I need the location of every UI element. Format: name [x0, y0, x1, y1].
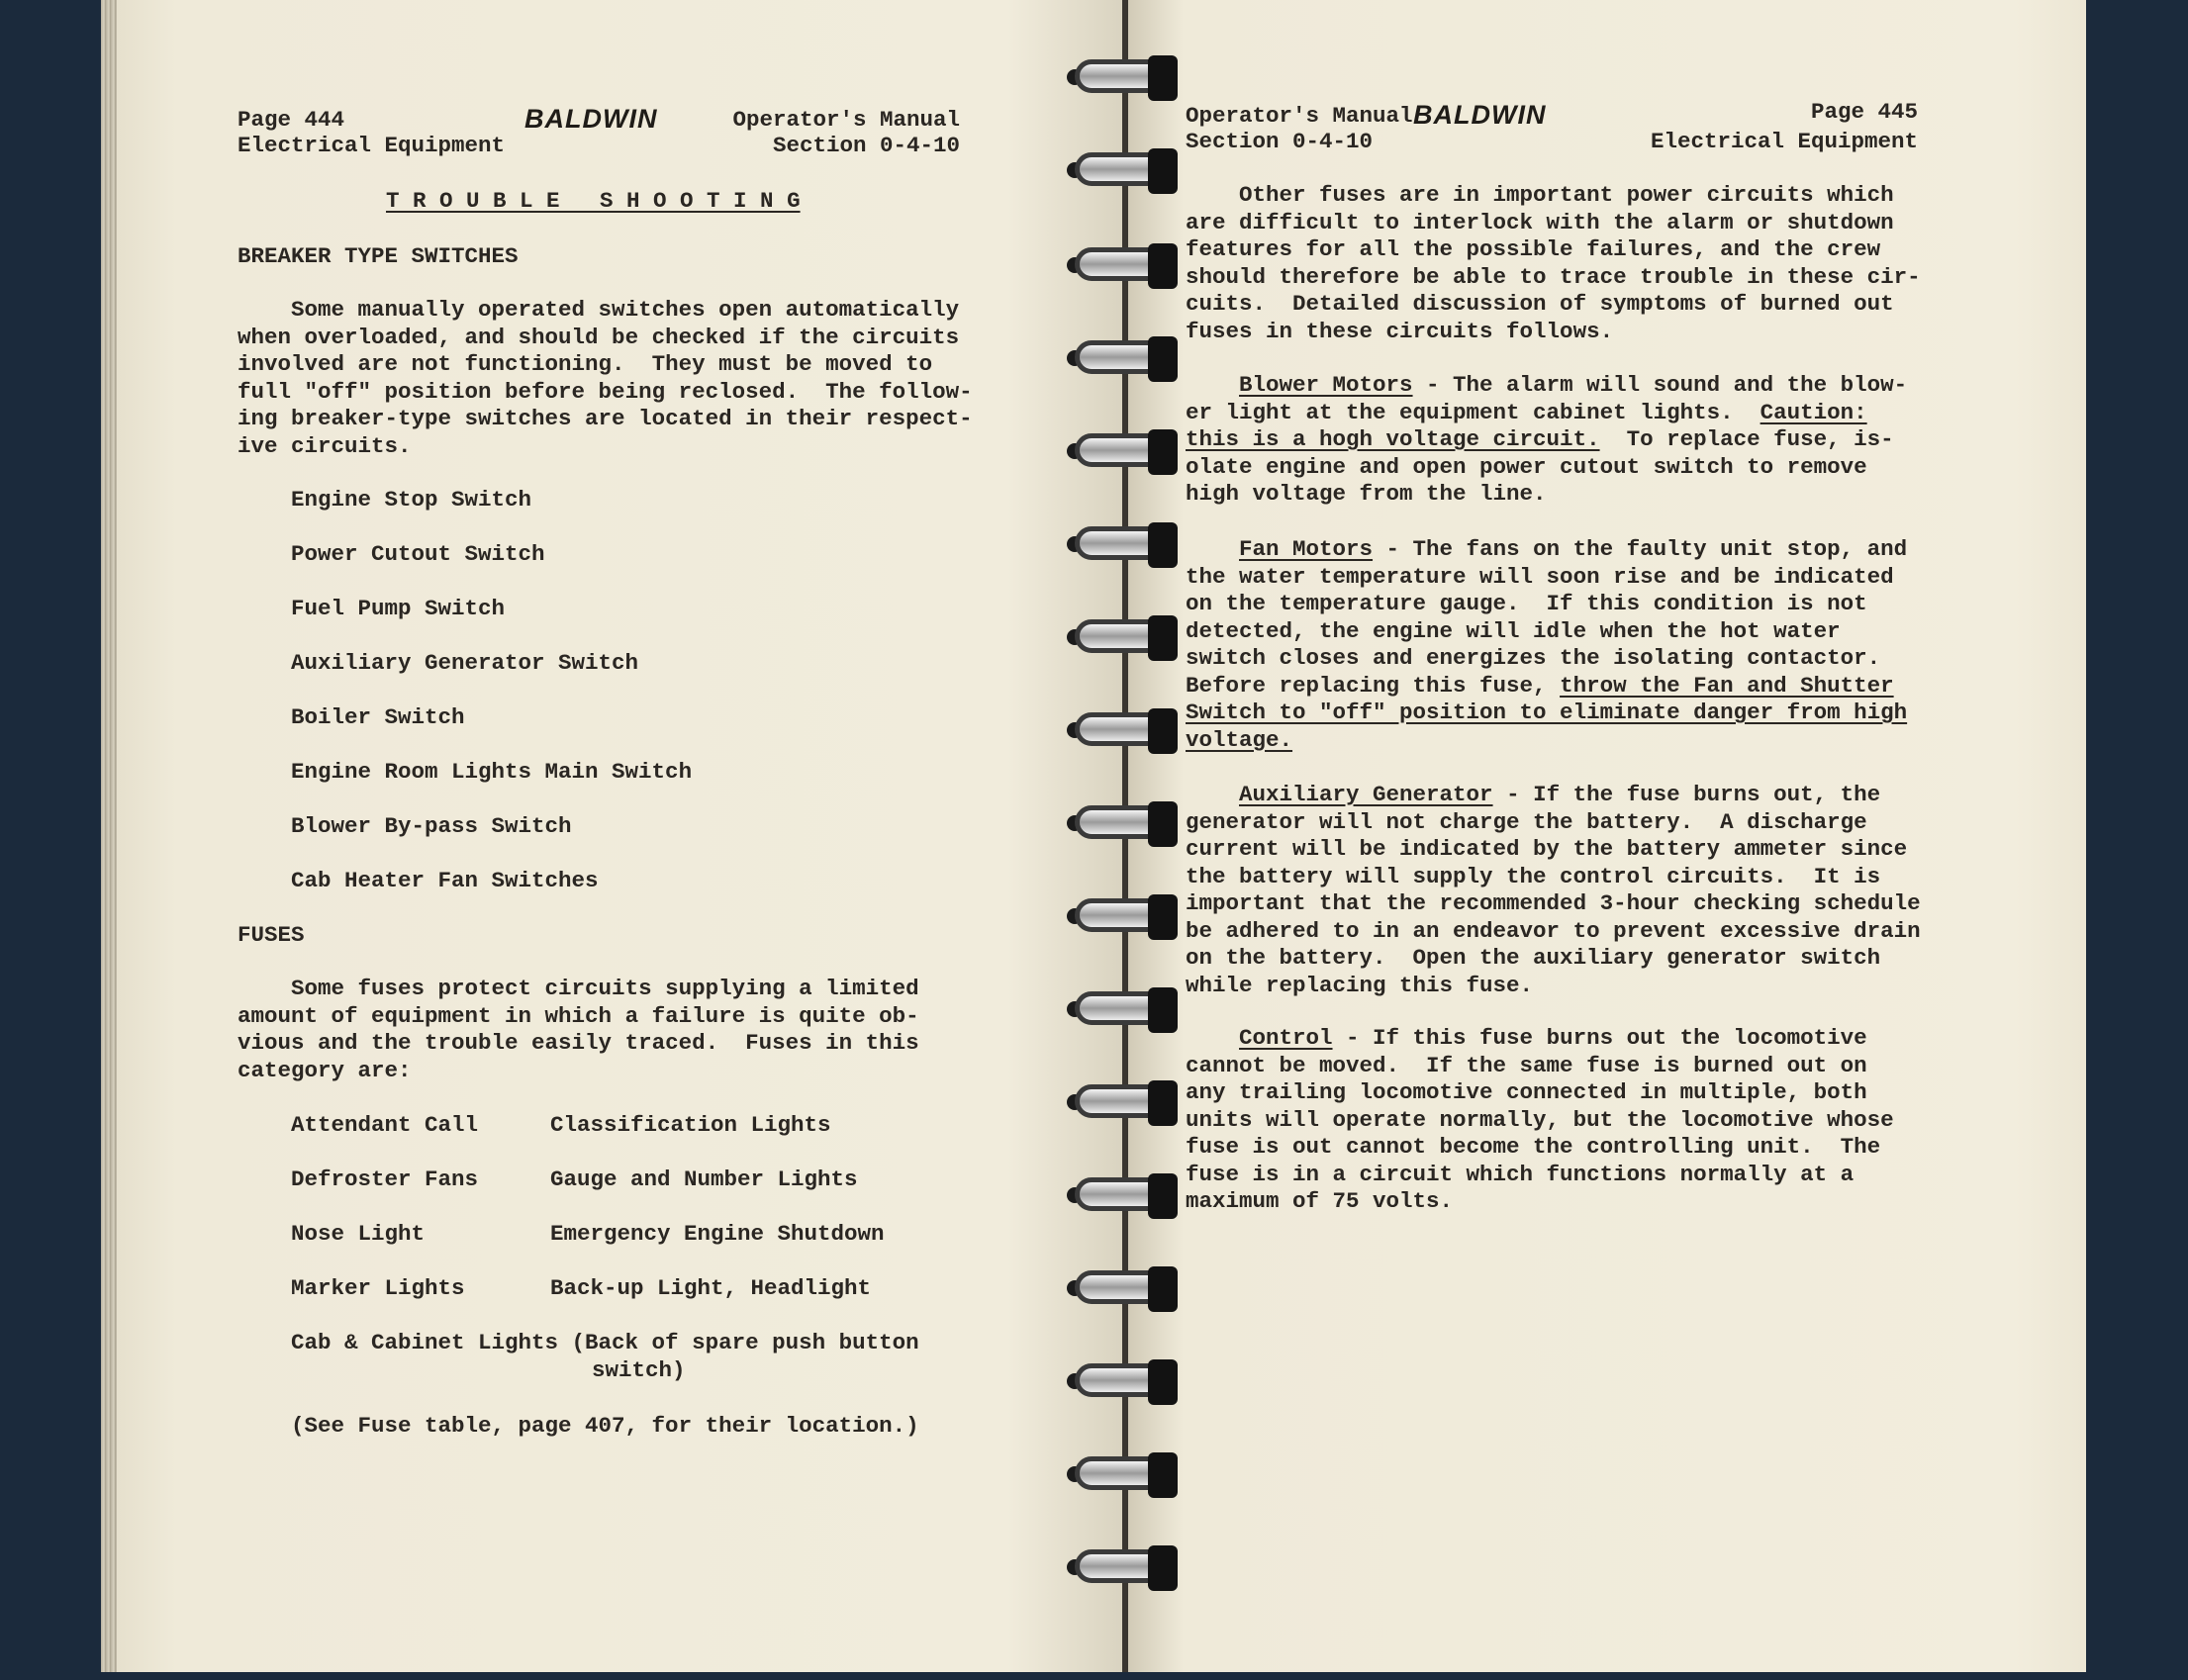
- text-fragment: Before replacing this fuse,: [1186, 672, 1561, 699]
- text-line: while replacing this fuse.: [1186, 972, 1534, 998]
- text-line: features for all the possible failures, and the crew: [1186, 236, 1881, 262]
- list-item: Power Cutout Switch: [291, 541, 545, 567]
- text-line: cannot be moved. If the same fuse is burned out on: [1186, 1052, 1867, 1078]
- binding-ring: [1061, 1082, 1188, 1124]
- binding-ring: [1061, 431, 1188, 473]
- section-name: Electrical Equipment: [238, 133, 506, 158]
- text-line: Some fuses protect circuits supplying a limited: [238, 976, 919, 1001]
- list-item: Engine Room Lights Main Switch: [291, 759, 693, 785]
- list-item: Fuel Pump Switch: [291, 596, 506, 621]
- text-line: [1186, 400, 1867, 427]
- safety-instruction: voltage.: [1186, 726, 1293, 753]
- text-fragment: - If this fuse burns out the locomotive: [1332, 1025, 1867, 1051]
- text-line: ing breaker-type switches are located in their respect-: [238, 406, 973, 431]
- high-voltage-warning: this is a hogh voltage circuit.: [1186, 426, 1600, 452]
- text-fragment: er light at the equipment cabinet lights.: [1186, 399, 1760, 425]
- list-item: Boiler Switch: [291, 704, 465, 730]
- text-line: when overloaded, and should be checked if the circuits: [238, 324, 960, 350]
- fuse-item: Marker Lights: [291, 1275, 465, 1301]
- manual-title: Operator's Manual: [1186, 103, 1413, 129]
- text-line: are difficult to interlock with the alarm or shutdown: [1186, 209, 1894, 235]
- auxiliary-generator-term: Auxiliary Generator: [1239, 782, 1493, 807]
- text-fragment: - If the fuse burns out, the: [1492, 782, 1881, 807]
- brand-logo: BALDWIN: [1413, 100, 1547, 130]
- list-item: Auxiliary Generator Switch: [291, 650, 639, 676]
- fuse-item: Nose Light: [291, 1221, 426, 1247]
- text-line: Some manually operated switches open automatically: [238, 297, 960, 323]
- fuse-item: Back-up Light, Headlight: [550, 1275, 872, 1301]
- text-line: [1186, 536, 1907, 564]
- binding-ring: [1061, 896, 1188, 938]
- binding-ring: [1061, 150, 1188, 192]
- text-line: the battery will supply the control circuits. It is: [1186, 863, 1881, 889]
- text-line: involved are not functioning. They must be moved to: [238, 351, 933, 377]
- breaker-heading: BREAKER TYPE SWITCHES: [238, 243, 519, 269]
- safety-instruction: Switch to "off" position to eliminate danger from high: [1186, 700, 1908, 725]
- text-line: fuses in these circuits follows.: [1186, 318, 1614, 344]
- page-number: Page 445: [1810, 99, 1918, 125]
- list-item: Cab Heater Fan Switches: [291, 868, 599, 893]
- binding-ring: [1061, 1175, 1188, 1217]
- section-number: Section 0-4-10: [1186, 129, 1374, 154]
- text-line: on the battery. Open the auxiliary generator switch: [1186, 945, 1881, 971]
- binding-ring: [1061, 1547, 1188, 1589]
- page-number: Page 444: [238, 107, 345, 133]
- text-line: should therefore be able to trace trouble in these cir-: [1186, 263, 1921, 290]
- text-line: the water temperature will soon rise and be indicated: [1186, 563, 1894, 590]
- brand-logo: BALDWIN: [524, 104, 658, 134]
- text-line: switch closes and energizes the isolating contactor.: [1186, 645, 1881, 671]
- right-page: [1124, 0, 2086, 1672]
- binding-ring: [1061, 1268, 1188, 1310]
- text-line: vious and the trouble easily traced. Fuses in this: [238, 1030, 919, 1056]
- text-line: fuse is in a circuit which functions normally at a: [1186, 1161, 1855, 1187]
- binding-ring: [1061, 803, 1188, 845]
- text-line: Other fuses are in important power circuits which: [1186, 182, 1894, 208]
- fuse-item: switch): [592, 1356, 686, 1383]
- section-name: Electrical Equipment: [1650, 129, 1918, 154]
- binding-ring: [1061, 524, 1188, 566]
- text-line: any trailing locomotive connected in multiple, both: [1186, 1079, 1867, 1105]
- binding-ring: [1061, 338, 1188, 380]
- text-line: maximum of 75 volts.: [1186, 1188, 1454, 1214]
- list-item: Blower By-pass Switch: [291, 813, 572, 839]
- text-line: full "off" position before being reclosed. The follow-: [238, 378, 973, 405]
- binding-ring: [1061, 1454, 1188, 1496]
- text-line: current will be indicated by the battery ammeter since: [1186, 836, 1908, 862]
- list-item: Engine Stop Switch: [291, 487, 532, 513]
- manual-spread: [117, 0, 2086, 1672]
- text-fragment: To replace fuse, is-: [1599, 426, 1894, 452]
- fuse-item: Classification Lights: [550, 1112, 831, 1138]
- text-line: category are:: [238, 1057, 412, 1083]
- binding-ring: [1061, 989, 1188, 1031]
- text-fragment: - The alarm will sound and the blow-: [1412, 372, 1908, 398]
- text-line: units will operate normally, but the locomotive whose: [1186, 1106, 1894, 1133]
- binding-ring: [1061, 617, 1188, 659]
- text-line: ive circuits.: [238, 432, 412, 459]
- text-line: on the temperature gauge. If this condition is not: [1186, 591, 1867, 616]
- text-line: [1186, 372, 1907, 400]
- text-line: high voltage from the line.: [1186, 481, 1547, 507]
- text-line: important that the recommended 3-hour checking schedule: [1186, 890, 1921, 916]
- text-line: olate engine and open power cutout switch to remove: [1186, 453, 1867, 480]
- fuse-item: Gauge and Number Lights: [550, 1167, 858, 1192]
- fuse-table-note: (See Fuse table, page 407, for their location.): [291, 1413, 919, 1439]
- binding-ring: [1061, 710, 1188, 752]
- text-line: fuse is out cannot become the controlling unit. The: [1186, 1134, 1881, 1160]
- fuse-item: Emergency Engine Shutdown: [550, 1221, 885, 1247]
- text-line: detected, the engine will idle when the hot water: [1186, 617, 1841, 644]
- text-fragment: - The fans on the faulty unit stop, and: [1373, 536, 1908, 562]
- text-line: be adhered to in an endeavor to prevent excessive drain: [1186, 917, 1921, 944]
- fuse-item: Attendant Call: [291, 1112, 479, 1138]
- binding-ring: [1061, 245, 1188, 287]
- text-line: cuits. Detailed discussion of symptoms of burned out: [1186, 291, 1894, 317]
- section-number: Section 0-4-10: [772, 133, 960, 158]
- fuses-heading: FUSES: [238, 922, 305, 948]
- caution-label: Caution:: [1760, 399, 1867, 425]
- text-line: amount of equipment in which a failure is quite ob-: [238, 1002, 919, 1029]
- left-page: [117, 0, 1124, 1672]
- fuse-item: Cab & Cabinet Lights (Back of spare push button: [291, 1330, 919, 1355]
- text-line: [1186, 782, 1880, 809]
- control-term: Control: [1239, 1025, 1333, 1051]
- text-line: generator will not charge the battery. A discharge: [1186, 808, 1867, 835]
- safety-instruction: throw the Fan and Shutter: [1560, 672, 1894, 699]
- blower-motors-term: Blower Motors: [1239, 372, 1413, 398]
- fuse-item: Defroster Fans: [291, 1167, 479, 1192]
- text-line: [1186, 426, 1894, 454]
- page-title: T R O U B L E S H O O T I N G: [386, 188, 801, 214]
- fan-motors-term: Fan Motors: [1239, 536, 1374, 562]
- binding-ring: [1061, 57, 1188, 99]
- manual-title: Operator's Manual: [732, 107, 960, 133]
- binding-ring: [1061, 1361, 1188, 1403]
- text-line: [1186, 673, 1894, 700]
- text-line: [1186, 1025, 1867, 1053]
